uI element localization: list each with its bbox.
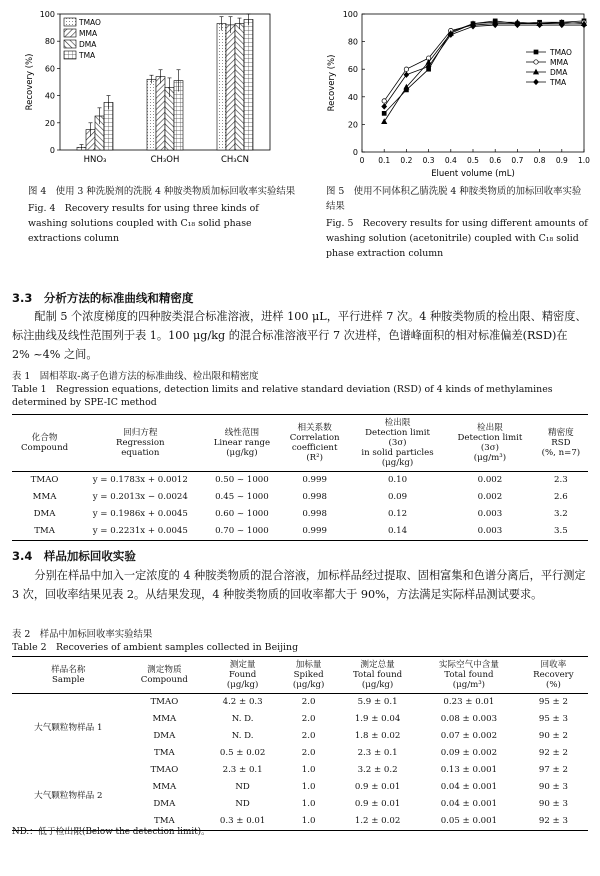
table2-cell: TMA [153, 748, 175, 758]
x-tick-label-6: 0.6 [489, 156, 502, 165]
y-tick-label-5: 100 [39, 10, 55, 19]
table2-header-3: 加标量 Spiked (μg/kg) [281, 657, 336, 694]
legend-label-tma: TMA [79, 51, 96, 60]
table1-cell: 0.60 ~ 1000 [215, 509, 269, 519]
section-3-4-text: 分别在样品中加入一定浓度的 4 种胺类物质的混合溶液，加标样品经过提取、固相富集和色谱分离后，平行测定 3 次，回收率结果见表 2。从结果发现，4 种胺类物质的回收率都大于 90%，方法满足实际样品测试要求。 [12, 569, 586, 601]
table2-cell: 97 ± 2 [538, 765, 568, 775]
fig4-caption [28, 184, 296, 246]
table2-cell: 0.07 ± 0.002 [440, 731, 498, 741]
table2-cell: 2.0 [301, 697, 316, 707]
point-dma-0 [382, 119, 387, 124]
table2-cell: 90 ± 3 [538, 799, 568, 809]
y-tick-label-2: 40 [44, 91, 55, 101]
table2-header-4: 测定总量 Total found (μg/kg) [336, 657, 419, 694]
table2-header-1: 测定物质 Compound [125, 657, 205, 694]
table2-cell: 0.9 ± 0.01 [354, 782, 401, 792]
table1-cell: 0.002 [477, 475, 503, 485]
table2-cell: 1.9 ± 0.04 [354, 714, 401, 724]
table1-cell: 0.45 ~ 1000 [215, 492, 269, 502]
x-tick-label-0: HNO₃ [83, 155, 107, 165]
fig4-bar-chart [20, 2, 290, 174]
legend-marker-tmao [534, 50, 538, 54]
table1-cell: 0.998 [302, 509, 327, 519]
table2-cell: 1.0 [281, 813, 336, 831]
table1-cell: MMA [32, 492, 57, 502]
table1-cell: 2.6 [554, 492, 568, 502]
table2-header-5: 实际空气中含量 Total found (μg/m³) [419, 657, 519, 694]
table1-header-1: 回归方程 Regression equation [77, 415, 203, 472]
y-tick-label-4: 80 [347, 37, 358, 47]
x-tick-label-5: 0.5 [467, 156, 479, 165]
table2-cell: 92 ± 2 [538, 748, 568, 758]
y-tick-label-5: 100 [342, 10, 358, 19]
table2-cell: 5.9 ± 0.1 [357, 697, 398, 707]
table2-cell: TMAO [150, 697, 179, 707]
x-tick-label-2: CH₃CN [220, 155, 250, 165]
legend-swatch-tmao [64, 18, 76, 26]
table-row [12, 762, 588, 779]
table1-cell: 0.70 ~ 1000 [203, 523, 280, 541]
table2-cell: DMA [153, 731, 176, 741]
y-tick-label-0: 0 [49, 146, 55, 155]
table1-header-row [12, 415, 588, 472]
table1-header-5: 检出限 Detection limit (3σ) (μg/m³) [446, 415, 534, 472]
table2-cell: 4.2 ± 0.3 [222, 697, 263, 707]
table-row [12, 523, 588, 541]
table1-cell: 2.3 [554, 475, 568, 485]
bar-tmao-1 [147, 79, 156, 150]
y-tick-label-2: 40 [347, 92, 358, 102]
table2-header-6: 回收率 Recovery (%) [519, 657, 588, 694]
section-3-3-text: 配制 5 个浓度梯度的四种胺类混合标准溶液，进样 100 μL，平行进样 7 次。4 种胺类物质的检出限、精密度、标注曲线及线性范围列于表 1。100 μg/kg 的混合标准溶液平行 7 次进样，色谱峰面积的相对标准偏差(RSD)在 2% ~4% 之间。 [12, 310, 587, 361]
table2-cell: N. D. [231, 731, 254, 741]
legend-marker-mma [534, 60, 538, 64]
table1-cell: DMA [33, 509, 56, 519]
table1-cell: 0.003 [446, 523, 534, 541]
bar-tma-2 [244, 19, 253, 150]
x-tick-label-9: 0.9 [555, 156, 568, 165]
table2-cell: 0.23 ± 0.01 [443, 697, 495, 707]
section-3-4-heading: 3.4 样品加标回收实验 [12, 549, 136, 563]
legend-label-dma: DMA [79, 40, 97, 49]
table2-cell: ND [235, 799, 250, 809]
table1-cell: 0.14 [349, 523, 446, 541]
table1-cell: 0.50 ~ 1000 [215, 475, 269, 485]
y-axis-label: Recovery (%) [327, 54, 337, 112]
table1-cell: 0.09 [387, 492, 408, 502]
table1 [12, 414, 588, 541]
legend-swatch-dma [64, 40, 76, 48]
point-tmao-0 [382, 111, 386, 115]
bar-dma-2 [235, 24, 244, 150]
table2-cell: 0.04 ± 0.001 [440, 782, 498, 792]
x-tick-label-1: CH₃OH [150, 155, 180, 165]
fig4-caption-en: Fig. 4 Recovery results for using three kinds of washing solutions coupled with C₁₈ solid phase extractions column [28, 203, 259, 244]
y-tick-label-3: 60 [44, 64, 55, 74]
table2-cell: 2.0 [301, 748, 316, 758]
table2-cell: MMA [152, 782, 177, 792]
table2-cell: 0.13 ± 0.001 [440, 765, 498, 775]
table2-cell: 0.9 ± 0.01 [354, 799, 401, 809]
table2-cell: 1.2 ± 0.02 [336, 813, 419, 831]
table2-cell: TMAO [150, 765, 179, 775]
legend-label-mma: MMA [550, 58, 569, 67]
bar-tma-0 [104, 102, 113, 150]
table1-header-4: 检出限 Detection limit (3σ) in solid particles (μg/kg) [349, 415, 446, 472]
table-row [12, 489, 588, 506]
table2 [12, 656, 588, 831]
fig5-caption-en: Fig. 5 Recovery results for using different amounts of washing solution (acetonitrile) coupled with C₁₈ solid phase extraction column [326, 218, 588, 259]
table2-cell: 1.8 ± 0.02 [354, 731, 401, 741]
table1-cell: 3.2 [554, 509, 568, 519]
table1-cell: 0.998 [302, 492, 327, 502]
table1-header-2: 线性范围 Linear range (μg/kg) [203, 415, 280, 472]
table1-cell: y = 0.1986x + 0.0045 [92, 509, 188, 519]
bar-tmao-2 [217, 24, 226, 150]
table2-cell: 90 ± 3 [538, 782, 568, 792]
table2-cell: 95 ± 2 [538, 697, 568, 707]
legend-swatch-mma [64, 29, 76, 37]
table1-cell: 0.999 [280, 523, 349, 541]
table1-header-6: 精密度 RSD (%, n=7) [534, 415, 588, 472]
legend-swatch-tma [64, 51, 76, 59]
table1-cell: y = 0.1783x + 0.0012 [92, 475, 188, 485]
table2-cell: 0.3 ± 0.01 [204, 813, 281, 831]
table2-caption-cn: 表 2 样品中加标回收率实验结果 [12, 629, 153, 640]
x-tick-label-10: 1.0 [578, 156, 590, 165]
table2-cell: 2.3 ± 0.1 [222, 765, 263, 775]
bar-mma-2 [226, 25, 235, 150]
table2-sample-name: 大气颗粒物样品 1 [34, 722, 103, 733]
point-mma-1 [404, 67, 408, 71]
fig5-caption-cn: 图 5 使用不同体积乙腈洗脱 4 种胺类物质的加标回收率实验结果 [326, 186, 582, 212]
y-tick-label-3: 60 [347, 65, 358, 75]
fig4-caption-cn: 图 4 使用 3 种洗脱剂的洗脱 4 种胺类物质加标回收率实验结果 [28, 186, 296, 197]
y-tick-label-0: 0 [352, 148, 358, 157]
table2-cell: 92 ± 3 [519, 813, 588, 831]
table1-cell: 0.999 [302, 475, 327, 485]
table2-cell: MMA [152, 714, 177, 724]
table1-cell: 3.5 [534, 523, 588, 541]
table2-cell: N. D. [231, 714, 254, 724]
table2-cell: 95 ± 3 [538, 714, 568, 724]
legend-label-tma: TMA [550, 78, 567, 87]
table2-cell: 1.0 [301, 799, 316, 809]
legend-label-mma: MMA [79, 29, 98, 38]
x-tick-label-3: 0.3 [422, 156, 435, 165]
table2-cell: TMA [125, 813, 205, 831]
legend-label-tmao: TMAO [550, 48, 572, 57]
table2-cell: 90 ± 2 [538, 731, 568, 741]
y-axis-label: Recovery (%) [25, 53, 35, 111]
x-tick-label-8: 0.8 [533, 156, 546, 165]
point-mma-0 [382, 99, 386, 103]
y-tick-label-4: 80 [44, 37, 55, 47]
table2-cell: 0.08 ± 0.003 [440, 714, 498, 724]
y-tick-label-1: 20 [347, 120, 358, 130]
table1-header-0: 化合物 Compound [12, 415, 77, 472]
x-tick-label-0: 0 [359, 156, 365, 165]
legend-label-tmao: TMAO [79, 18, 101, 27]
table2-cell: 0.04 ± 0.001 [440, 799, 498, 809]
x-tick-label-4: 0.4 [444, 156, 457, 165]
table1-caption [12, 370, 588, 409]
table1-cell: y = 0.2013x − 0.0024 [92, 492, 188, 502]
table1-caption-cn: 表 1 固相萃取-离子色谱方法的标准曲线、检出限和精密度 [12, 371, 259, 382]
table2-cell: 2.3 ± 0.1 [357, 748, 398, 758]
table1-caption-en: Table 1 Regression equations, detection limits and relative standard deviation (RSD) of 4 kinds of methylamines determined by SPE-IC method [12, 384, 553, 408]
table1-cell: 0.002 [477, 492, 503, 502]
table2-cell: 0.5 ± 0.02 [219, 748, 266, 758]
table2-cell: 1.0 [301, 765, 316, 775]
table2-cell: 0.09 ± 0.002 [440, 748, 498, 758]
table1-cell: TMA [12, 523, 77, 541]
y-tick-label-1: 20 [44, 118, 55, 128]
table2-header-2: 测定量 Found (μg/kg) [204, 657, 281, 694]
table2-cell: DMA [153, 799, 176, 809]
table2-cell: 3.2 ± 0.2 [357, 765, 398, 775]
table2-caption [12, 628, 588, 654]
table2-cell: 2.0 [301, 731, 316, 741]
x-tick-label-1: 0.1 [378, 156, 391, 165]
table2-caption-en: Table 2 Recoveries of ambient samples collected in Beijing [12, 642, 299, 653]
fig5-line-chart [322, 2, 594, 182]
table1-header-3: 相关系数 Correlation coefficient (R²) [280, 415, 349, 472]
x-axis-label: Eluent volume (mL) [431, 169, 515, 179]
table2-cell: 2.0 [301, 714, 316, 724]
x-tick-label-2: 0.2 [400, 156, 413, 165]
legend-label-dma: DMA [550, 68, 568, 77]
legend-marker-tma [534, 79, 539, 84]
table1-cell: 0.10 [387, 475, 408, 485]
section-3-3-heading: 3.3 分析方法的标准曲线和精密度 [12, 291, 194, 305]
fig5-caption [326, 184, 588, 261]
table2-cell: ND [235, 782, 250, 792]
table2-header-row [12, 657, 588, 694]
table-row [12, 472, 588, 490]
table2-header-0: 样品名称 Sample [12, 657, 125, 694]
table2-cell: 0.05 ± 0.001 [419, 813, 519, 831]
table-row [12, 506, 588, 523]
table2-footnote: ND.：低于检出限(Below the detection limit)。 [12, 827, 210, 837]
table-row [12, 694, 588, 712]
x-tick-label-7: 0.7 [511, 156, 524, 165]
table1-cell: y = 0.2231x + 0.0045 [77, 523, 203, 541]
table1-cell: TMAO [30, 475, 59, 485]
table1-cell: 0.003 [477, 509, 503, 519]
table1-cell: 0.12 [387, 509, 408, 519]
table2-sample-name: 大气颗粒物样品 2 [12, 762, 125, 831]
table2-cell: 1.0 [301, 782, 316, 792]
bar-mma-1 [156, 77, 165, 150]
